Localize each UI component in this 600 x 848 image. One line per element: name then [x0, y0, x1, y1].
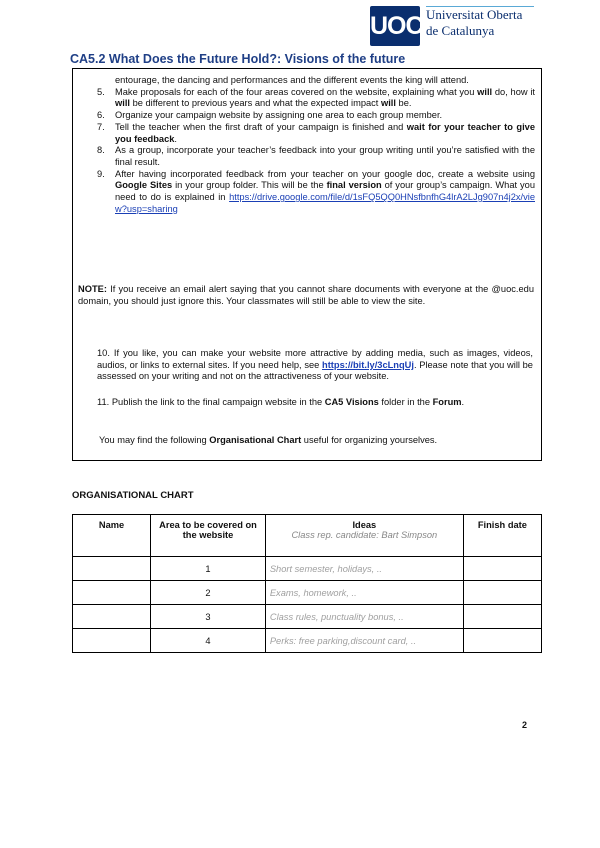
header-area: Area to be covered on the website: [151, 515, 266, 557]
cell-ideas[interactable]: Exams, homework, ..: [265, 581, 463, 605]
step-text: After having incorporated feedback from your teacher on your google doc, create a website using: [115, 168, 535, 179]
chart-reference: Organisational Chart: [209, 435, 302, 445]
step-5: [97, 87, 535, 110]
step-text: in your group folder. This will be the: [172, 180, 327, 191]
note-paragraph: [78, 284, 534, 307]
step-bold: will: [380, 98, 396, 109]
steps-list: [97, 75, 535, 215]
cell-finish-date[interactable]: [463, 629, 541, 653]
cell-area: 4: [151, 629, 266, 653]
step-number: 5.: [97, 86, 105, 97]
step-text: .: [174, 133, 178, 144]
table-row: [73, 629, 542, 653]
step-bold: will: [115, 98, 130, 109]
note-label: NOTE:: [78, 284, 107, 294]
step-number: 9.: [97, 168, 105, 179]
step-number: 6.: [97, 110, 105, 121]
step-text: do, how it: [492, 86, 535, 97]
step-7: [97, 122, 535, 145]
cell-area: 3: [151, 605, 266, 629]
header-name: Name: [73, 515, 151, 557]
step-bold: final version: [326, 180, 382, 191]
uoc-logo-mark: UOC: [370, 6, 420, 46]
cell-name[interactable]: [73, 557, 151, 581]
paragraph-text: useful for organizing yourselves.: [301, 435, 438, 445]
help-link[interactable]: https://bit.ly/3cLnqUj: [322, 359, 414, 370]
step-9: [97, 169, 535, 216]
note-text: If you receive an email alert saying that you cannot share documents with everyone at the @uoc.edu domain, you should just ignore this. Your classmates will still be able to view the site.: [78, 284, 534, 306]
step-number: 7.: [97, 121, 105, 132]
logo-line-2: de Catalunya: [426, 23, 495, 38]
step-8: [97, 145, 535, 168]
paragraph-text: . Please note that you will be assessed on your writing and not on the attractiveness of your website.: [97, 359, 533, 382]
cell-finish-date[interactable]: [463, 605, 541, 629]
table-row: [73, 557, 542, 581]
step-text: Tell the teacher when the first draft of your campaign is finished and: [115, 121, 407, 132]
step-bold: will: [477, 86, 493, 97]
step-text: be.: [395, 98, 412, 109]
header-ideas-example: Class rep. candidate: Bart Simpson: [291, 530, 438, 540]
instructions-box: [72, 68, 542, 461]
step-bold: wait for your teacher to give you feedback: [115, 121, 535, 144]
table-row: [73, 581, 542, 605]
header-ideas: [265, 515, 463, 557]
cell-ideas[interactable]: Perks: free parking,discount card, ..: [265, 629, 463, 653]
step-bold: Google Sites: [115, 180, 173, 191]
logo-line-1: Universitat Oberta: [426, 7, 523, 22]
step-number: 8.: [97, 145, 105, 156]
organisational-chart-table: [72, 514, 542, 653]
uoc-logo: [370, 6, 540, 46]
step-text: As a group, incorporate your teacher’s feedback into your group writing until you’re satisfied with the final result.: [115, 145, 535, 167]
step-11-paragraph: [97, 397, 533, 409]
step-10-paragraph: [97, 348, 533, 383]
chart-intro-paragraph: [99, 435, 535, 447]
cell-finish-date[interactable]: [463, 557, 541, 581]
paragraph-text: folder in the: [378, 397, 433, 407]
cell-area: 2: [151, 581, 266, 605]
page-number: 2: [522, 720, 528, 730]
header-ideas-label: Ideas: [352, 520, 377, 530]
step-text: be different to previous years and what the expected impact: [129, 98, 381, 109]
cell-finish-date[interactable]: [463, 581, 541, 605]
google-drive-link[interactable]: https://drive.google.com/file/d/1sFQ5QQ0HNsfbnfhG4lrA2LJg907n4j2x/view?usp=sharing: [115, 192, 535, 214]
step-text: Make proposals for each of the four areas covered on the website, explaining what you: [115, 86, 478, 97]
table-header-row: [73, 515, 542, 557]
chart-heading: ORGANISATIONAL CHART: [72, 490, 194, 501]
paragraph-text: You may find the following: [99, 435, 210, 445]
paragraph-text: .: [461, 397, 465, 407]
cell-name[interactable]: [73, 605, 151, 629]
step-4-continuation: entourage, the dancing and performances and the different events the king will attend.: [115, 75, 469, 85]
cell-name[interactable]: [73, 581, 151, 605]
table-row: [73, 605, 542, 629]
cell-area: 1: [151, 557, 266, 581]
paragraph-text: 11. Publish the link to the final campaign website in the: [97, 397, 325, 407]
cell-ideas[interactable]: Short semester, holidays, ..: [265, 557, 463, 581]
cell-ideas[interactable]: Class rules, punctuality bonus, ..: [265, 605, 463, 629]
header-finish-date: Finish date: [463, 515, 541, 557]
step-6: [97, 110, 535, 122]
cell-name[interactable]: [73, 629, 151, 653]
folder-name: CA5 Visions: [324, 397, 379, 407]
step-text: Organize your campaign website by assigning one area to each group member.: [115, 110, 443, 121]
step-text: of your group’s campaign. What you need to do is explained in: [115, 180, 536, 203]
document-title: CA5.2 What Does the Future Hold?: Visions of the future: [70, 52, 406, 66]
paragraph-text: 10. If you like, you can make your website more attractive by adding media, such as images, videos, audios, or links to external sites. If you need help, see: [97, 348, 533, 370]
forum-name: Forum: [432, 397, 462, 407]
logo-wordmark: [426, 7, 522, 39]
